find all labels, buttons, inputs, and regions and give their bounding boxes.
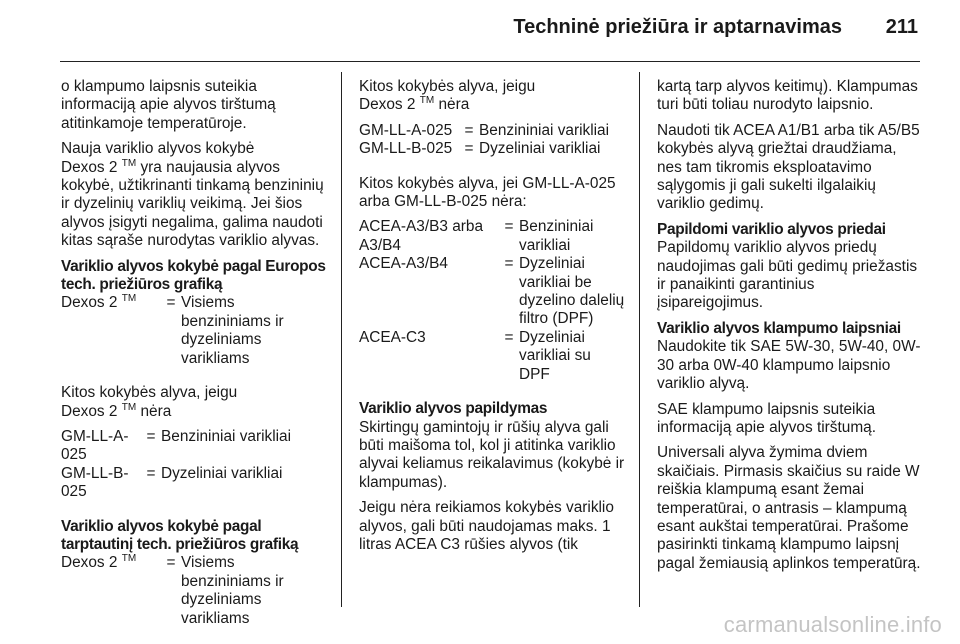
paragraph: Skirtingų gamintojų ir rūšių alyva gali būti maišoma tol, kol ji atitinka variklio alyvai keliamus reikalavimus (kokybė ir klampumas). (359, 418, 625, 491)
paragraph: Papildomų variklio alyvos priedų naudojimas gali būti gedimų priežastis ir panaikinti garantinius įsipareigojimus. (657, 239, 918, 312)
paragraph: Kitos kokybės alyva, jeigu Dexos 2 ™ nėra (359, 78, 536, 114)
section-heading: Variklio alyvos kokybė pagal tarptautinį tech. priežiūros grafiką (61, 517, 299, 553)
watermark: carmanualsonline.info (723, 612, 942, 637)
page-title: Techninė priežiūra ir aptarnavimas (513, 16, 842, 38)
section-heading: Papildomi variklio alyvos priedai (657, 220, 886, 238)
section-heading: Variklio alyvos kokybė pagal Europos tech. priežiūros grafiką (61, 257, 326, 294)
table-row: GM-LL-A-025 = Benzininiai varikliai (61, 427, 292, 464)
table-row: GM-LL-A-025 = Benzininiai varikliai (359, 121, 610, 139)
column-divider-1 (341, 72, 342, 607)
paragraph: Nauja variklio alyvos kokybė Dexos 2 ™ yra naujausia alyvos kokybė, užtikrinanti tinkamą benzininių ir dyzelinių variklių veikimą. Jei šios alyvos įsigyti negalima, galima naudoti kitas sąraše nurodytas variklio alyvas. (61, 140, 324, 250)
column-2 (359, 78, 625, 561)
trademark-mark: TM (121, 157, 137, 169)
spec-table (61, 554, 327, 628)
section-heading: Variklio alyvos papildymas (359, 400, 548, 418)
spec-table (359, 122, 625, 159)
table-row: ACEA-A3/B4 = Dyzeliniai varikliai be dyzelino dalelių filtro (DPF) (359, 255, 625, 328)
column-1 (61, 78, 327, 644)
page-number: 211 (885, 16, 918, 38)
column-divider-2 (639, 72, 640, 607)
paragraph: Jeigu nėra reikiamos kokybės variklio alyvos, gali būti naudojamas maks. 1 litras ACEA C3 rūšies alyvos (tik (359, 499, 614, 553)
paragraph: Universali alyva žymima dviem skaičiais. Pirmasis skaičius su raide W reiškia klampumą esant žemai temperatūrai, o antrasis – klampumą esant aukštai temperatūrai. Prašome pasirinkti tinkamą klampumo laipsnį pagal žemiausią aplinkos temperatūrą. (657, 444, 921, 572)
paragraph: Kitos kokybės alyva, jei GM-LL-A-025 arba GM-LL-B-025 nėra: (359, 174, 616, 211)
spec-table (359, 218, 625, 384)
table-row: ACEA-A3/B3 arba A3/B4 = Benzininiai varikliai (359, 218, 594, 254)
section-heading: Variklio alyvos klampumo laipsniai (657, 319, 901, 337)
paragraph: o klampumo laipsnis suteikia informaciją apie alyvos tirštumą atitinkamoje temperatūroje. (61, 78, 276, 132)
header-divider (60, 61, 920, 62)
paragraph: SAE klampumo laipsnis suteikia informaciją apie alyvos tirštumą. (657, 400, 876, 436)
spec-table (61, 428, 327, 502)
paragraph: Kitos kokybės alyva, jeigu Dexos 2 ™ nėra (61, 384, 238, 420)
paragraph: kartą tarp alyvos keitimų). Klampumas turi būti toliau nurodyto laipsnio. (657, 78, 918, 114)
spec-table (61, 294, 327, 368)
paragraph: Naudoti tik ACEA A1/B1 arba tik A5/B5 kokybės alyvą griežtai draudžiama, nes tam tikromis eksploatavimo sąlygomis ji gali sukelti ilgalaikių variklio gedimų. (657, 121, 920, 213)
table-row: ACEA-C3 = Dyzeliniai varikliai su DPF (359, 328, 591, 383)
table-row: Dexos 2 ™ = Visiems benzininiams ir dyzeliniams varikliams (61, 293, 284, 367)
table-row: GM-LL-B-025 = Dyzeliniai varikliai (61, 464, 283, 501)
column-3 (657, 78, 923, 580)
table-row: Dexos 2 ™ = Visiems benzininiams ir dyzeliniams varikliams (61, 553, 284, 627)
table-row: GM-LL-B-025 = Dyzeliniai varikliai (359, 140, 601, 158)
page-header (0, 0, 960, 62)
paragraph: Naudokite tik SAE 5W-30, 5W-40, 0W-30 arba 0W-40 klampumo laipsnio variklio alyvą. (657, 338, 921, 393)
